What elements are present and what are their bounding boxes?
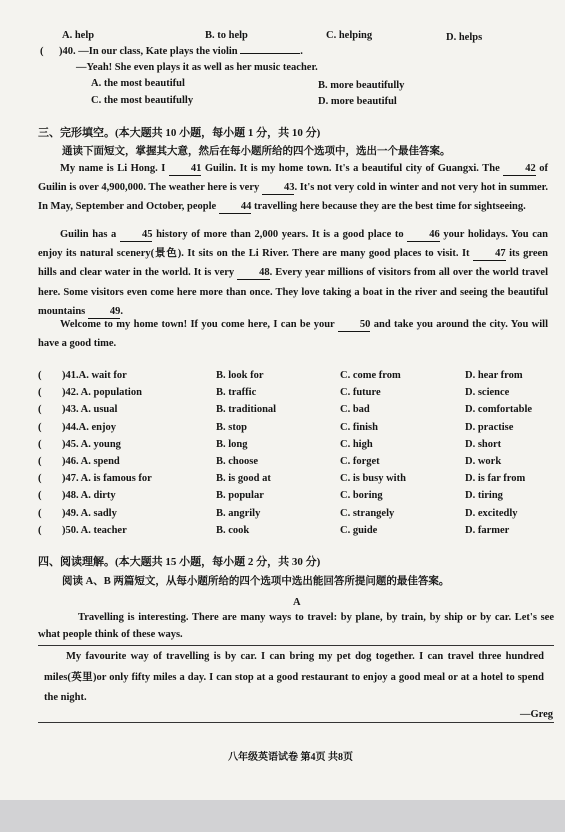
cloze-option-num: )46. A. spend <box>62 456 120 467</box>
cloze-option-b: B. long <box>216 438 248 450</box>
cloze-option-b: B. look for <box>216 370 264 381</box>
answer-bracket[interactable]: ( <box>38 456 42 467</box>
blank-43[interactable]: 43 <box>262 182 295 195</box>
cloze-option-num: )45. A. young <box>62 438 121 450</box>
blank-50[interactable]: 50 <box>338 319 371 332</box>
cloze-paragraph-1: My name is Li Hong. I 41 Guilin. It is my home town. It's a beautiful city of Guangxi. The 42 of Guilin is over 4,900,000. The weather here is very 43. It's not very cold in winter and not very hot in summer. In May, September and October, people 44 travelling here because they are the best time for sightseeing. <box>38 163 548 213</box>
box-top-rule <box>38 645 554 646</box>
cloze-option-b: B. traditional <box>216 404 277 416</box>
cloze-option-d: D. is far from <box>465 473 526 485</box>
cloze-option-d: D. practise <box>465 421 514 433</box>
passage-a-box-sign: —Greg <box>520 709 554 720</box>
cloze-option-d: D. farmer <box>465 524 510 536</box>
q40-stem: )40. —In our class, Kate plays the violin . <box>59 46 303 57</box>
cloze-option-c: C. strangely <box>340 507 395 519</box>
cloze-option-num: )42. A. population <box>62 387 142 399</box>
box-bottom-rule <box>38 722 554 723</box>
blank-45[interactable]: 45 <box>120 229 153 242</box>
cloze-option-num: )41.A. wait for <box>62 370 127 381</box>
q40-blank[interactable] <box>240 53 300 54</box>
cloze-option-b: B. is good at <box>216 473 271 485</box>
cloze-option-num: )48. A. dirty <box>62 490 116 502</box>
section4-instruction: 阅读 A、B 两篇短文，从每小题所给的四个选项中选出能回答所提问题的最佳答案。 <box>62 576 450 587</box>
answer-bracket[interactable]: ( <box>38 438 42 450</box>
q40-reply: —Yeah! She even plays it as well as her music teacher. <box>76 62 318 73</box>
cloze-option-num: )49. A. sadly <box>62 507 117 519</box>
cloze-option-c: C. come from <box>340 370 401 381</box>
cloze-option-d: D. short <box>465 438 502 450</box>
blank-46[interactable]: 46 <box>407 229 440 242</box>
cloze-option-c: C. bad <box>340 404 370 416</box>
cloze-option-b: B. cook <box>216 524 250 536</box>
answer-bracket[interactable]: ( <box>38 524 42 536</box>
cloze-option-b: B. angrily <box>216 507 261 519</box>
blank-49[interactable]: 49 <box>88 306 121 319</box>
page-bottom-strip <box>0 800 565 832</box>
q40-bracket: ( <box>40 46 44 57</box>
cloze-option-b: B. choose <box>216 456 258 467</box>
q40-option-c: C. the most beautifully <box>91 95 194 106</box>
cloze-option-b: B. stop <box>216 421 247 433</box>
section4-heading: 四、阅读理解。(本大题共 15 小题，每小题 2 分，共 30 分) <box>38 556 321 568</box>
cloze-option-num: )50. A. teacher <box>62 524 127 536</box>
passage-a-intro: Travelling is interesting. There are many ways to travel: by plane, by train, by ship or by car. Let's see what people think of these ways. <box>38 612 554 640</box>
answer-bracket[interactable]: ( <box>38 490 42 502</box>
q39-option-c: C. helping <box>326 30 373 41</box>
page-footer: 八年级英语试卷 第4页 共8页 <box>228 752 353 763</box>
q39-option-a: A. help <box>62 30 95 41</box>
answer-bracket[interactable]: ( <box>38 421 42 433</box>
answer-bracket[interactable]: ( <box>38 404 42 416</box>
cloze-option-d: D. work <box>465 456 502 467</box>
passage-a-box-text: My favourite way of travelling is by car. I can bring my pet dog together. I can travel three hundred miles(英里)or only fifty miles a day. I can stop at a good restaurant to enjoy a good meal or at a hotel to spend the night. <box>44 651 544 703</box>
q39-option-d: D. helps <box>446 32 483 43</box>
passage-label: A <box>293 597 301 608</box>
cloze-option-c: C. future <box>340 387 381 399</box>
cloze-option-d: D. comfortable <box>465 404 533 416</box>
blank-48[interactable]: 48 <box>237 267 270 280</box>
answer-bracket[interactable]: ( <box>38 473 42 485</box>
cloze-option-num: )44.A. enjoy <box>62 421 116 433</box>
cloze-option-num: )47. A. is famous for <box>62 473 152 485</box>
q40-option-d: D. more beautiful <box>318 96 397 107</box>
cloze-option-b: B. traffic <box>216 387 257 399</box>
cloze-option-c: C. guide <box>340 524 378 536</box>
q40-option-b: B. more beautifully <box>318 80 405 91</box>
cloze-option-b: B. popular <box>216 490 264 502</box>
cloze-option-c: C. high <box>340 438 373 450</box>
cloze-option-c: C. is busy with <box>340 473 406 485</box>
blank-47[interactable]: 47 <box>473 248 506 261</box>
answer-bracket[interactable]: ( <box>38 507 42 519</box>
blank-42[interactable]: 42 <box>503 163 536 176</box>
cloze-paragraph-2: Guilin has a 45 history of more than 2,000 years. It is a good place to 46 your holidays. You can enjoy its natural scenery(景色). It sits on the Li River. There are many good places to visit. It 47 its green hills and clear water in the world. It is very 48. Every year millions of visitors from all over the world travel here. Some visitors even come here more than once. They love taking a boat in the river and seeing the beautiful mountains 49. <box>38 229 548 317</box>
cloze-option-d: D. hear from <box>465 370 523 381</box>
blank-44[interactable]: 44 <box>219 201 252 214</box>
section3-instruction: 通读下面短文，掌握其大意，然后在每小题所给的四个选项中，选出一个最佳答案。 <box>62 146 451 157</box>
cloze-option-d: D. excitedly <box>465 507 518 519</box>
cloze-option-c: C. finish <box>340 421 378 433</box>
cloze-option-num: )43. A. usual <box>62 404 118 416</box>
cloze-option-c: C. forget <box>340 456 380 467</box>
section3-heading: 三、完形填空。(本大题共 10 小题，每小题 1 分，共 10 分) <box>38 127 321 139</box>
cloze-option-d: D. tiring <box>465 490 503 502</box>
q39-option-b: B. to help <box>205 30 248 41</box>
cloze-option-d: D. science <box>465 387 510 399</box>
answer-bracket[interactable]: ( <box>38 370 42 381</box>
q40-option-a: A. the most beautiful <box>91 78 185 89</box>
cloze-option-c: C. boring <box>340 490 383 502</box>
blank-41[interactable]: 41 <box>169 163 202 176</box>
answer-bracket[interactable]: ( <box>38 387 42 399</box>
cloze-paragraph-3: Welcome to my home town! If you come here, I can be your 50 and take you around the city. You will have a good time. <box>38 319 548 350</box>
